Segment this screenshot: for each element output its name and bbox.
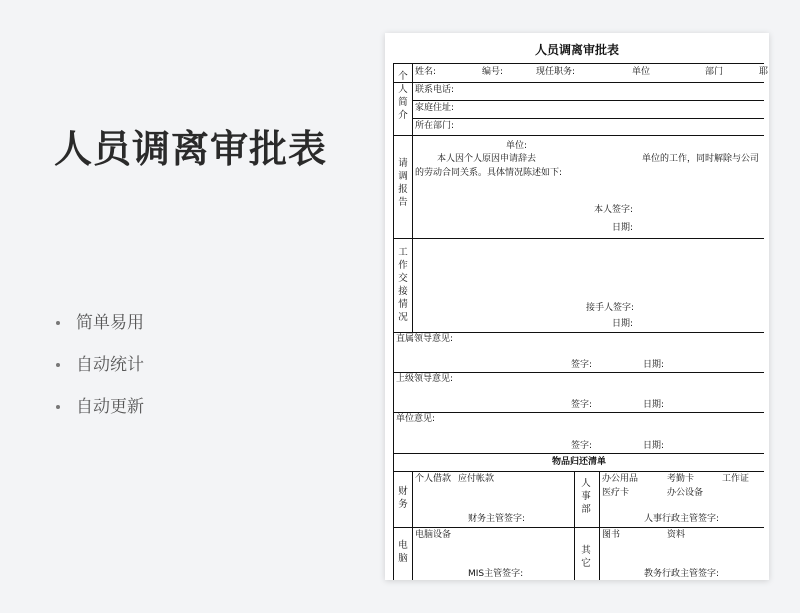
- superior-sign: 签字:: [571, 400, 593, 410]
- form-title: 人员调离审批表: [534, 43, 619, 57]
- label-department: 所在部门:: [415, 121, 455, 131]
- item-work-id: 工作证: [722, 474, 750, 484]
- row-line: [412, 100, 764, 101]
- item-attendance: 考勤卡: [667, 474, 695, 484]
- superior-opinion-label: 上级领导意见:: [396, 374, 454, 384]
- request-unit: 单位:: [506, 141, 528, 151]
- form-preview: [385, 33, 769, 580]
- finance-sign: 财务主管签字:: [468, 514, 526, 524]
- admin-sign: 教务行政主管签字:: [644, 569, 720, 579]
- superior-date: 日期:: [643, 400, 665, 410]
- label-name: 姓名:: [415, 67, 437, 77]
- label-address: 家庭住址:: [415, 103, 455, 113]
- row-line: [394, 527, 764, 528]
- label-unit: 单位: [632, 67, 651, 77]
- col-line: [412, 64, 413, 332]
- handover-sign: 接手人签字:: [586, 303, 635, 313]
- row-line: [394, 412, 764, 413]
- row-line: [394, 453, 764, 454]
- item-medical: 医疗卡: [602, 488, 630, 498]
- side-label-personal: 个人简介: [398, 71, 408, 121]
- side-label-handover: 工作交接情况: [398, 247, 408, 323]
- unit-sign: 签字:: [571, 441, 593, 451]
- side-label-request: 请调报告: [398, 158, 408, 208]
- request-date: 日期:: [612, 223, 634, 233]
- row-line: [394, 82, 764, 83]
- feature-list: [56, 310, 144, 436]
- label-phone: 联系电话:: [415, 85, 455, 95]
- item-office: 办公用品: [602, 474, 639, 484]
- feature-item: 自动统计: [56, 352, 144, 394]
- return-list-title: 物品归还清单: [551, 457, 606, 467]
- item-payable: 应付帐款: [458, 474, 495, 484]
- item-materials: 资料: [667, 530, 686, 540]
- label-dept: 部门: [705, 67, 724, 77]
- label-overflow: 耶: [759, 67, 769, 77]
- hr-sign: 人事行政主管签字:: [644, 514, 720, 524]
- form-table: [393, 63, 769, 580]
- label-number: 编号:: [482, 67, 504, 77]
- unit-opinion-label: 单位意见:: [396, 414, 436, 424]
- side-label-other: 其它: [581, 545, 591, 569]
- feature-item: 简单易用: [56, 310, 144, 352]
- direct-date: 日期:: [643, 360, 665, 370]
- row-line: [394, 372, 764, 373]
- mis-sign: MIS主管签字:: [468, 569, 524, 579]
- unit-date: 日期:: [643, 441, 665, 451]
- item-equipment: 办公设备: [667, 488, 704, 498]
- feature-item: 自动更新: [56, 394, 144, 436]
- row-line: [394, 471, 764, 472]
- row-line: [394, 135, 764, 136]
- item-computer: 电脑设备: [415, 530, 452, 540]
- label-position: 现任职务:: [536, 67, 576, 77]
- side-label-hr: 人事部: [581, 478, 591, 515]
- item-books: 图书: [602, 530, 621, 540]
- request-text-2: 的劳动合同关系。具体情况陈述如下:: [415, 168, 563, 178]
- side-label-finance: 财务: [398, 486, 408, 510]
- item-loan: 个人借款: [415, 474, 452, 484]
- request-sign: 本人签字:: [594, 205, 634, 215]
- page-headline: 人员调离审批表: [54, 127, 328, 171]
- request-text-a: 本人因个人原因申请辞去: [437, 154, 537, 164]
- handover-date: 日期:: [612, 319, 634, 329]
- row-line: [412, 118, 764, 119]
- col-line: [574, 471, 575, 580]
- side-label-computer: 电脑: [398, 540, 408, 564]
- direct-sign: 签字:: [571, 360, 593, 370]
- row-line: [394, 332, 764, 333]
- row-line: [394, 238, 764, 239]
- request-text-b: 单位的工作，同时解除与公司: [642, 154, 760, 164]
- direct-opinion-label: 直属领导意见:: [396, 334, 454, 344]
- col-line: [599, 471, 600, 580]
- col-line: [412, 471, 413, 580]
